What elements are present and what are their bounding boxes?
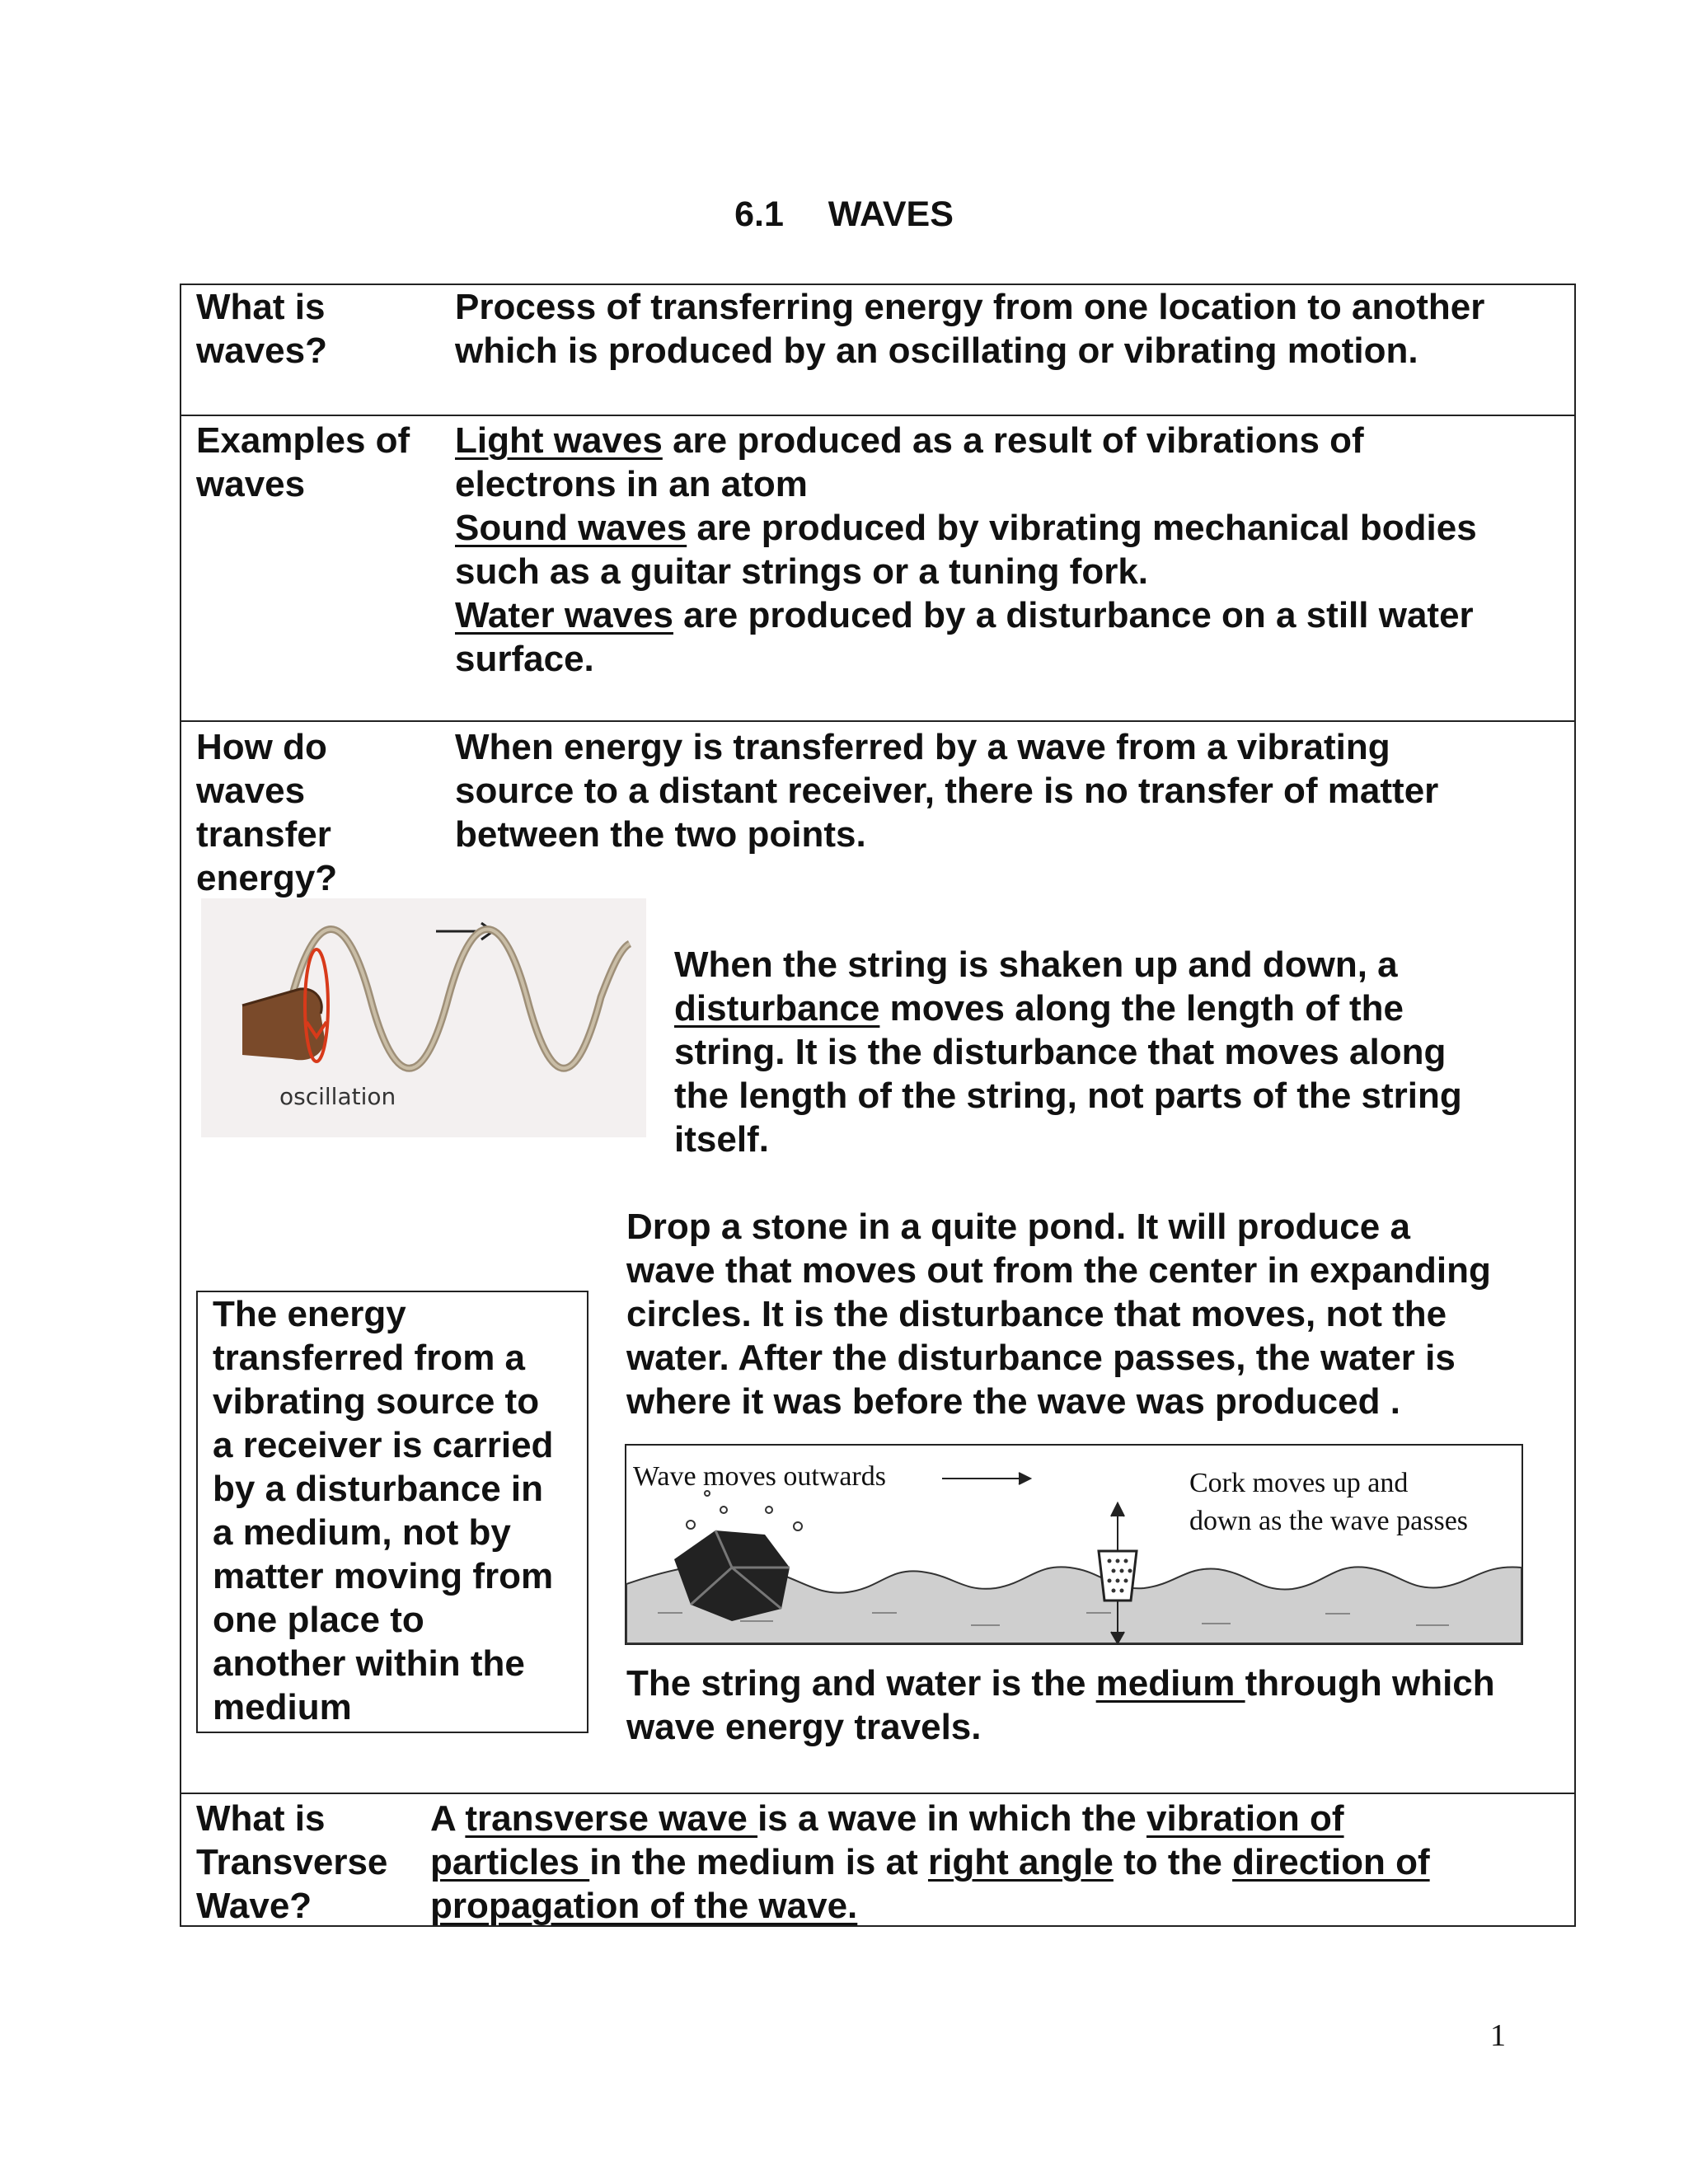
label-line: What is [196, 287, 326, 327]
text-span: is a wave in which the [757, 1798, 1146, 1839]
text-line: wave that moves out from the center in expanding [626, 1250, 1491, 1291]
text-line [430, 1797, 1430, 1840]
note-line: matter moving from [213, 1556, 554, 1596]
label-line: Wave? [196, 1886, 312, 1926]
text-line: When energy is transferred by a wave from a vibrating [455, 727, 1390, 767]
label-line: How do [196, 727, 327, 767]
transfer-text [455, 725, 1438, 856]
text-span: to the [1113, 1842, 1233, 1882]
term-right-angle: right angle [927, 1842, 1114, 1882]
string-paragraph [674, 943, 1462, 1161]
text-line: Drop a stone in a quite pond. It will produce a [626, 1207, 1410, 1247]
note-line: vibrating source to [213, 1381, 540, 1422]
label-line: Examples of [196, 420, 410, 461]
text-post: through which [1245, 1663, 1495, 1704]
text-line: circles. It is the disturbance that moves, not the [626, 1294, 1447, 1334]
term-light-waves: Light waves [455, 420, 663, 461]
example-rest: are produced by vibrating mechanical bodies [687, 508, 1477, 548]
text-pre: The string and water is the [626, 1663, 1096, 1704]
text-line: string. It is the disturbance that moves along [674, 1032, 1447, 1072]
row-divider [180, 1793, 1576, 1794]
page-title: 6.1 WAVES [734, 194, 954, 234]
term-medium: medium [1095, 1663, 1245, 1704]
note-line: The energy [213, 1294, 406, 1334]
term-particles: particles [430, 1842, 590, 1882]
cork-label-line-2: down as the wave passes [1189, 1506, 1469, 1536]
term-sound-waves: Sound waves [455, 508, 687, 548]
text-line: wave energy travels. [626, 1707, 982, 1747]
label-line: What is [196, 1798, 326, 1839]
label-line: waves? [196, 330, 327, 371]
term-direction-of: direction of [1232, 1842, 1430, 1882]
text-line [626, 1661, 1495, 1705]
string-wave-figure [201, 898, 646, 1137]
page-number: 1 [1490, 2018, 1506, 2053]
text-line: itself. [674, 1119, 769, 1160]
label-line: waves [196, 464, 306, 504]
text-line [674, 987, 1462, 1030]
text-line: such as a guitar strings or a tuning fork. [455, 551, 1149, 592]
string-wave-illustration [201, 898, 646, 1137]
row-divider [180, 415, 1576, 416]
note-line: by a disturbance in [213, 1469, 543, 1509]
text-rest: moves along the length of the [879, 988, 1404, 1029]
note-line: medium [213, 1687, 352, 1727]
text-line: where it was before the wave was produced . [626, 1381, 1400, 1422]
row-label-how-transfer [196, 725, 337, 900]
definition-text [455, 285, 1484, 373]
note-line: another within the [213, 1643, 525, 1684]
medium-paragraph [626, 1661, 1495, 1749]
label-line: transfer [196, 814, 331, 855]
text-line: water. After the disturbance passes, the water is [626, 1338, 1456, 1378]
wave-moves-outwards-label: Wave moves outwards [633, 1461, 886, 1492]
examples-text [455, 419, 1477, 681]
text-line [430, 1840, 1430, 1884]
note-line: transferred from a [213, 1338, 526, 1378]
term-vibration-of: vibration of [1146, 1798, 1344, 1839]
transverse-definition [430, 1797, 1430, 1928]
text-span: A [430, 1798, 466, 1839]
text-line [430, 1884, 1430, 1928]
text-line: When the string is shaken up and down, a [674, 944, 1398, 985]
text-line: the length of the string, not parts of the string [674, 1076, 1462, 1116]
row-label-what-is-waves [196, 285, 327, 373]
pond-wave-figure [625, 1444, 1523, 1645]
note-line: one place to [213, 1600, 424, 1640]
example-rest: are produced as a result of vibrations of [662, 420, 1364, 461]
example-rest: are produced by a disturbance on a still water [673, 595, 1474, 635]
energy-note-box [196, 1291, 588, 1733]
term-transverse-wave: transverse wave [465, 1798, 758, 1839]
term-propagation: propagation of the wave. [430, 1886, 858, 1926]
row-label-examples [196, 419, 410, 506]
note-line: a medium, not by [213, 1512, 511, 1553]
label-line: Transverse [196, 1842, 388, 1882]
term-disturbance: disturbance [674, 988, 880, 1029]
text-span: in the medium is at [589, 1842, 928, 1882]
term-water-waves: Water waves [455, 595, 673, 635]
pond-paragraph [626, 1205, 1491, 1423]
text-line: electrons in an atom [455, 464, 808, 504]
label-line: waves [196, 771, 306, 811]
text-line: Process of transferring energy from one location to another [455, 287, 1485, 327]
oscillation-label: oscillation [279, 1083, 396, 1110]
row-divider [180, 720, 1576, 722]
text-line: source to a distant receiver, there is no transfer of matter [455, 771, 1439, 811]
row-label-transverse [196, 1797, 387, 1928]
pond-wave-illustration [625, 1444, 1523, 1645]
example-sound [455, 506, 1477, 550]
label-line: energy? [196, 858, 338, 898]
note-line: a receiver is carried [213, 1425, 554, 1465]
text-line: between the two points. [455, 814, 866, 855]
example-light [455, 419, 1477, 462]
cork-label-line-1: Cork moves up and [1189, 1468, 1409, 1498]
text-line: which is produced by an oscillating or vibrating motion. [455, 330, 1418, 371]
example-water [455, 593, 1477, 637]
text-line: surface. [455, 639, 594, 679]
